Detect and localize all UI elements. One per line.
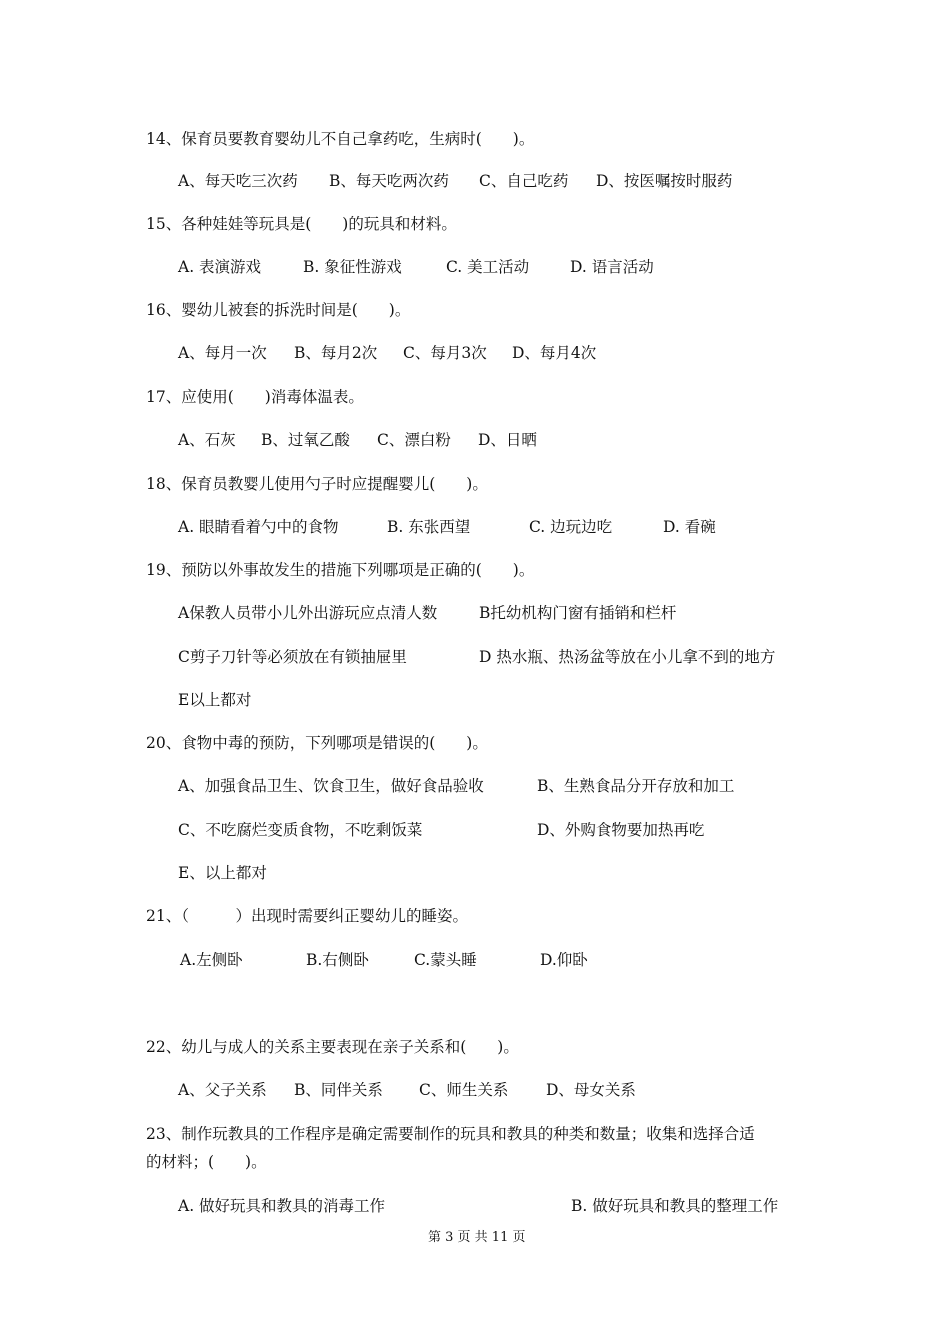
q20-option-e: E、以上都对 [178,864,267,882]
q18-option-d: D. 看碗 [663,518,716,536]
q19-option-e: E以上都对 [178,691,252,709]
q21-option-b: B.右侧卧 [306,951,369,969]
question-17: 17、应使用( )消毒体温表。 [146,388,364,406]
q19-option-c: C剪子刀针等必须放在有锁抽屉里 [178,648,407,666]
q20-option-b: B、生熟食品分开存放和加工 [537,777,735,795]
q15-option-c: C. 美工活动 [446,258,530,276]
q16-option-b: B、每月2次 [294,344,378,362]
q18-option-a: A. 眼睛看着勺中的食物 [178,518,339,536]
q16-option-c: C、每月3次 [403,344,487,362]
q21-option-c: C.蒙头睡 [414,951,477,969]
q20-option-d: D、外购食物要加热再吃 [537,821,705,839]
q22-option-a: A、父子关系 [178,1081,267,1099]
q15-option-a: A. 表演游戏 [178,258,262,276]
q22-option-b: B、同伴关系 [294,1081,383,1099]
q16-option-a: A、每月一次 [178,344,267,362]
question-16: 16、婴幼儿被套的拆洗时间是( )。 [146,301,411,319]
question-14: 14、保育员要教育婴幼儿不自己拿药吃，生病时( )。 [146,130,535,148]
q20-option-a: A、加强食品卫生、饮食卫生，做好食品验收 [178,777,484,795]
question-23-continued: 的材料；( )。 [146,1153,267,1171]
q17-option-d: D、日晒 [478,431,537,449]
question-19: 19、预防以外事故发生的措施下列哪项是正确的( )。 [146,561,535,579]
question-18: 18、保育员教婴儿使用勺子时应提醒婴儿( )。 [146,475,488,493]
q20-option-c: C、不吃腐烂变质食物，不吃剩饭菜 [178,821,423,839]
q19-option-b: B托幼机构门窗有插销和栏杆 [479,604,677,622]
q14-option-d: D、按医嘱按时服药 [596,172,733,190]
q14-option-a: A、每天吃三次药 [178,172,298,190]
q22-option-d: D、母女关系 [546,1081,636,1099]
question-20: 20、食物中毒的预防，下列哪项是错误的( )。 [146,734,488,752]
q14-option-b: B、每天吃两次药 [329,172,449,190]
q21-option-a: A.左侧卧 [180,951,243,969]
q15-option-d: D. 语言活动 [570,258,654,276]
question-21: 21、（ ）出现时需要纠正婴幼儿的睡姿。 [146,907,468,925]
q23-option-b: B. 做好玩具和教具的整理工作 [571,1197,779,1215]
q19-option-a: A保教人员带小儿外出游玩应点清人数 [178,604,438,622]
page-footer: 第 3 页 共 11 页 [428,1230,526,1245]
question-15: 15、各种娃娃等玩具是( )的玩具和材料。 [146,215,457,233]
q17-option-c: C、漂白粉 [377,431,451,449]
q23-option-a: A. 做好玩具和教具的消毒工作 [178,1197,386,1215]
question-22: 22、幼儿与成人的关系主要表现在亲子关系和( )。 [146,1038,519,1056]
q15-option-b: B. 象征性游戏 [303,258,402,276]
q22-option-c: C、师生关系 [419,1081,509,1099]
q21-option-d: D.仰卧 [540,951,588,969]
question-23: 23、制作玩教具的工作程序是确定需要制作的玩具和教具的种类和数量；收集和选择合适 [146,1125,755,1143]
q18-option-c: C. 边玩边吃 [529,518,613,536]
q17-option-b: B、过氧乙酸 [261,431,350,449]
q19-option-d: D 热水瓶、热汤盆等放在小儿拿不到的地方 [479,648,776,666]
q17-option-a: A、石灰 [178,431,236,449]
q14-option-c: C、自己吃药 [479,172,569,190]
q16-option-d: D、每月4次 [512,344,597,362]
q18-option-b: B. 东张西望 [387,518,471,536]
